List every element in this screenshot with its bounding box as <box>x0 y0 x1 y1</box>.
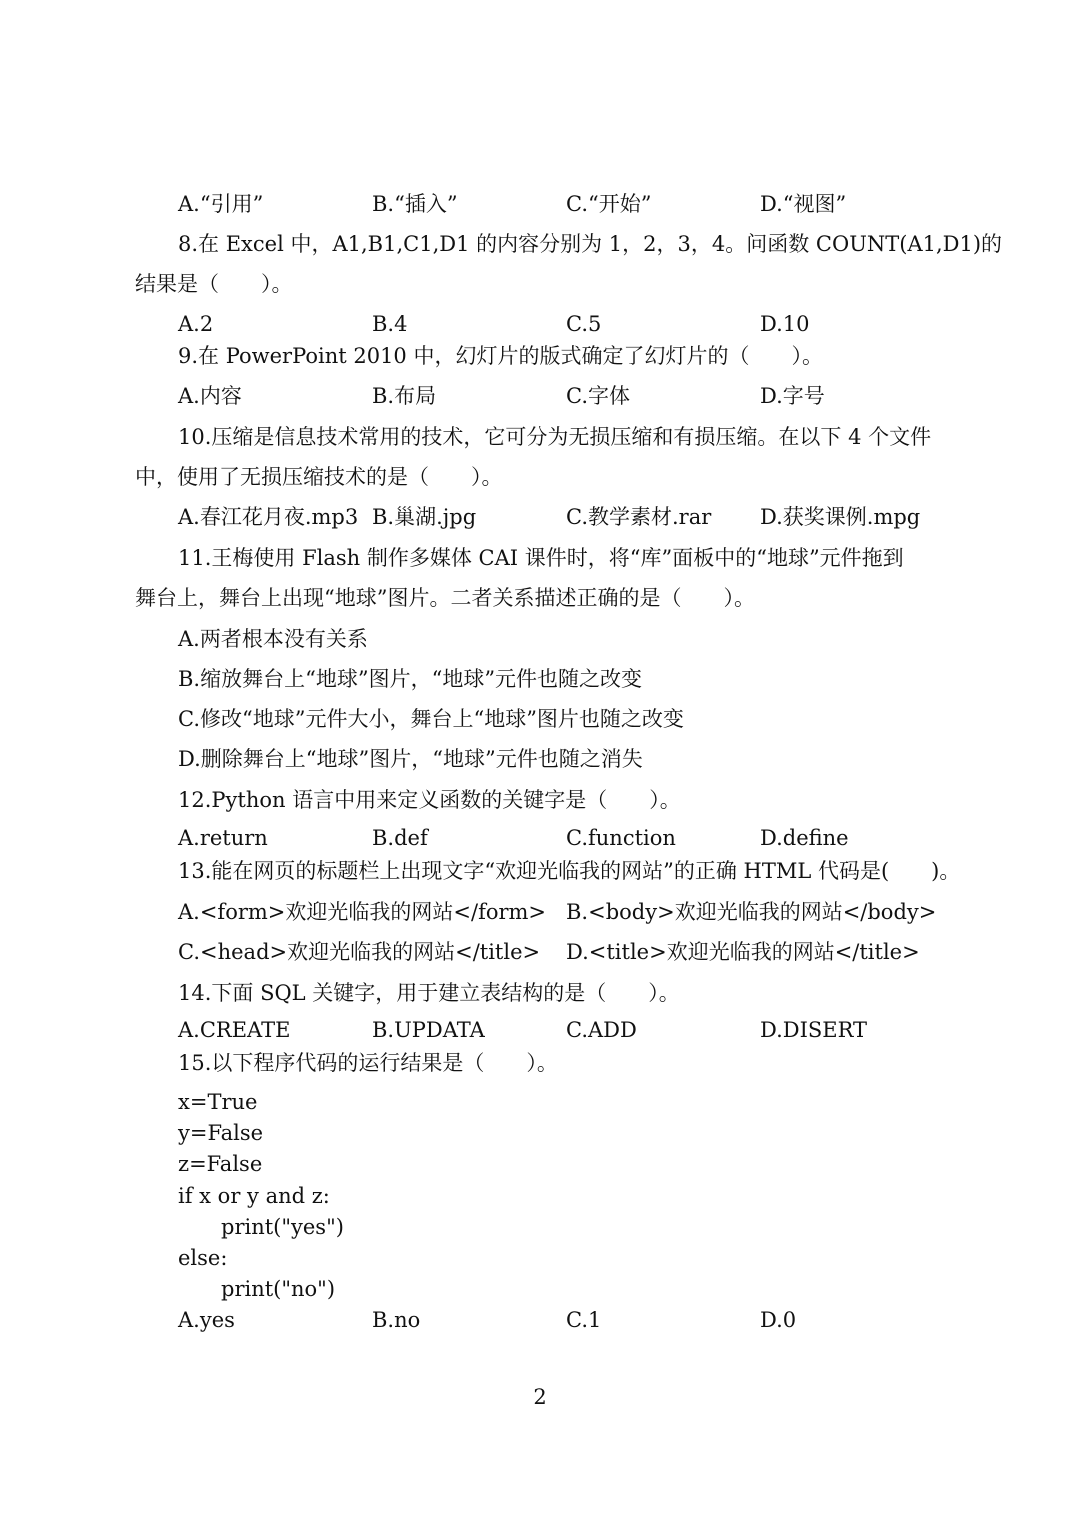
page-number: 2 <box>533 1385 547 1409</box>
q15-option-d: D.0 <box>760 1308 797 1332</box>
q15-code-line: z=False <box>178 1152 263 1176</box>
q12-stem: 12.Python 语言中用来定义函数的关键字是（ ）。 <box>178 788 681 812</box>
prev-option-c: C.“开始” <box>566 192 652 216</box>
q13-stem: 13.能在网页的标题栏上出现文字“欢迎光临我的网站”的正确 HTML 代码是( )。 <box>178 859 961 883</box>
q15-stem: 15.以下程序代码的运行结果是（ ）。 <box>178 1051 558 1075</box>
q10-option-b: B.巢湖.jpg <box>372 505 477 529</box>
q15-code-line: else: <box>178 1246 228 1270</box>
q9-stem: 9.在 PowerPoint 2010 中，幻灯片的版式确定了幻灯片的（ ）。 <box>178 344 823 368</box>
q8-option-d: D.10 <box>760 312 810 336</box>
q8-option-c: C.5 <box>566 312 602 336</box>
q15-option-a: A.yes <box>178 1308 235 1332</box>
q12-option-d: D.define <box>760 826 849 850</box>
prev-option-b: B.“插入” <box>372 192 458 216</box>
q10-stem-line1: 10.压缩是信息技术常用的技术，它可分为无损压缩和有损压缩。在以下 4 个文件 <box>178 425 932 449</box>
q10-stem-line2: 中，使用了无损压缩技术的是（ ）。 <box>135 465 503 489</box>
q15-option-c: C.1 <box>566 1308 602 1332</box>
q15-code-line: print("no") <box>221 1277 336 1301</box>
q11-option-c: C.修改“地球”元件大小，舞台上“地球”图片也随之改变 <box>178 707 684 731</box>
q15-code-line: print("yes") <box>221 1215 344 1239</box>
q8-stem-line2: 结果是（ ）。 <box>135 272 293 296</box>
q11-stem-line1: 11.王梅使用 Flash 制作多媒体 CAI 课件时，将“库”面板中的“地球”元件拖到 <box>178 546 904 570</box>
q12-option-b: B.def <box>372 826 428 850</box>
q12-option-a: A.return <box>178 826 268 850</box>
q9-option-c: C.字体 <box>566 384 630 408</box>
prev-option-a: A.“引用” <box>178 192 264 216</box>
q14-option-b: B.UPDATA <box>372 1018 485 1042</box>
q13-option-a: A.<form>欢迎光临我的网站</form> <box>178 900 547 924</box>
q10-option-d: D.获奖课例.mpg <box>760 505 921 529</box>
q13-option-c: C.<head>欢迎光临我的网站</title> <box>178 940 541 964</box>
q12-option-c: C.function <box>566 826 676 850</box>
q11-option-d: D.删除舞台上“地球”图片，“地球”元件也随之消失 <box>178 747 643 771</box>
q14-option-d: D.DISERT <box>760 1018 868 1042</box>
q10-option-c: C.教学素材.rar <box>566 505 712 529</box>
q11-option-a: A.两者根本没有关系 <box>178 627 368 651</box>
q13-option-d: D.<title>欢迎光临我的网站</title> <box>566 940 920 964</box>
prev-option-d: D.“视图” <box>760 192 847 216</box>
q11-option-b: B.缩放舞台上“地球”图片，“地球”元件也随之改变 <box>178 667 643 691</box>
q15-code-line: if x or y and z: <box>178 1184 330 1208</box>
q10-option-a: A.春江花月夜.mp3 <box>178 505 359 529</box>
q8-option-a: A.2 <box>178 312 214 336</box>
q9-option-b: B.布局 <box>372 384 437 408</box>
q15-code-line: x=True <box>178 1090 258 1114</box>
q14-option-c: C.ADD <box>566 1018 637 1042</box>
q15-code-line: y=False <box>178 1121 264 1145</box>
q13-option-b: B.<body>欢迎光临我的网站</body> <box>566 900 937 924</box>
q14-stem: 14.下面 SQL 关键字，用于建立表结构的是（ ）。 <box>178 981 680 1005</box>
q8-option-b: B.4 <box>372 312 408 336</box>
q8-stem-line1: 8.在 Excel 中，A1,B1,C1,D1 的内容分别为 1，2，3，4。问函数 COUNT(A1,D1)的 <box>178 232 1003 256</box>
q9-option-a: A.内容 <box>178 384 242 408</box>
q11-stem-line2: 舞台上，舞台上出现“地球”图片。二者关系描述正确的是（ ）。 <box>135 586 755 610</box>
q9-option-d: D.字号 <box>760 384 825 408</box>
q14-option-a: A.CREATE <box>178 1018 291 1042</box>
q15-option-b: B.no <box>372 1308 421 1332</box>
